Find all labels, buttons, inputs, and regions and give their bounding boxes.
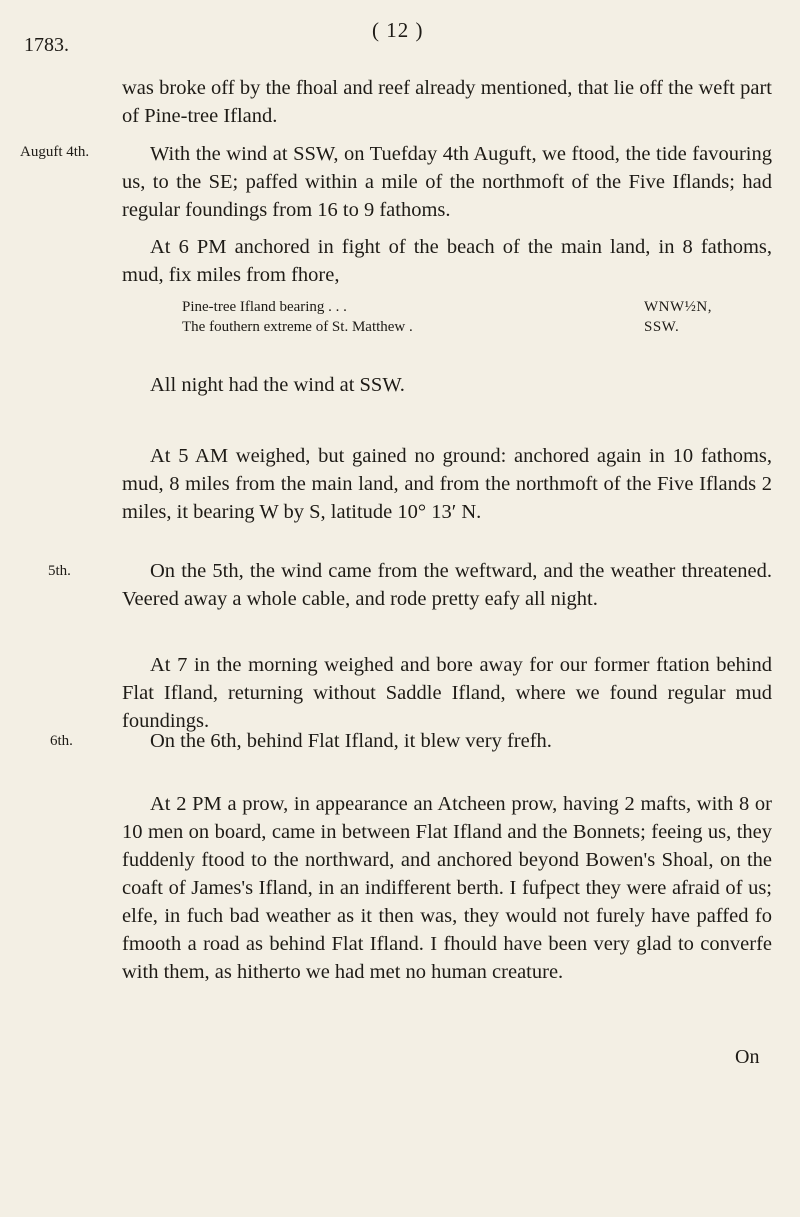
- paragraph: On the 5th, the wind came from the weftward, and the weather threatened. Veered away a whole cable, and rode pretty eafy all night.: [122, 560, 772, 610]
- year-marginal: 1783.: [24, 34, 69, 56]
- bearing-direction: WNW½N,: [644, 299, 712, 315]
- bearing-row: [182, 297, 742, 317]
- margin-date-6th: 6th.: [50, 733, 73, 749]
- page-number: ( 12 ): [372, 18, 424, 42]
- catchword: On: [735, 1046, 760, 1068]
- margin-date-august-4th: Auguft 4th.: [20, 144, 90, 160]
- bearing-direction: SSW.: [644, 319, 680, 335]
- margin-date-5th: 5th.: [48, 563, 71, 579]
- bearing-place: Pine-tree Ifland bearing . . .: [182, 299, 347, 315]
- paragraph: At 5 AM weighed, but gained no ground: anchored again in 10 fathoms, mud, 8 miles from the main land, and from the northmoft of the Five Iflands 2 miles, it bearing W by S, latitude 10° 13′ N.: [122, 445, 772, 523]
- paragraph: On the 6th, behind Flat Ifland, it blew very frefh.: [150, 730, 552, 752]
- paragraph: At 2 PM a prow, in appearance an Atcheen prow, having 2 mafts, with 8 or 10 men on board, came in between Flat Ifland and the Bonnets; feeing us, they fuddenly ftood to the northward, and anchored beyond Bowen's Shoal, on the coaft of James's Ifland, in an indifferent berth. I fufpect they were afraid of us; elfe, in fuch bad weather as it then was, they would not furely have paffed fo fmooth a road as behind Flat Ifland. I fhould have been very glad to converfe with them, as hitherto we had met no human creature.: [122, 793, 772, 983]
- paragraph: At 7 in the morning weighed and bore away for our former ftation behind Flat Ifland, returning without Saddle Ifland, where we found regular mud foundings.: [122, 654, 772, 732]
- paragraph: With the wind at SSW, on Tuefday 4th Auguft, we ftood, the tide favouring us, to the SE; paffed within a mile of the northmoft of the Five Iflands; had regular foundings from 16 to 9 fathoms.: [122, 143, 772, 221]
- bearings-table: [182, 297, 742, 337]
- bearing-row: [182, 317, 742, 337]
- paragraph: was broke off by the fhoal and reef already mentioned, that lie off the weft part of Pine-tree Ifland.: [122, 77, 772, 127]
- bearing-place: The fouthern extreme of St. Matthew .: [182, 319, 413, 335]
- paragraph: All night had the wind at SSW.: [150, 374, 405, 396]
- paragraph: At 6 PM anchored in fight of the beach of the main land, in 8 fathoms, mud, fix miles from fhore,: [122, 236, 772, 286]
